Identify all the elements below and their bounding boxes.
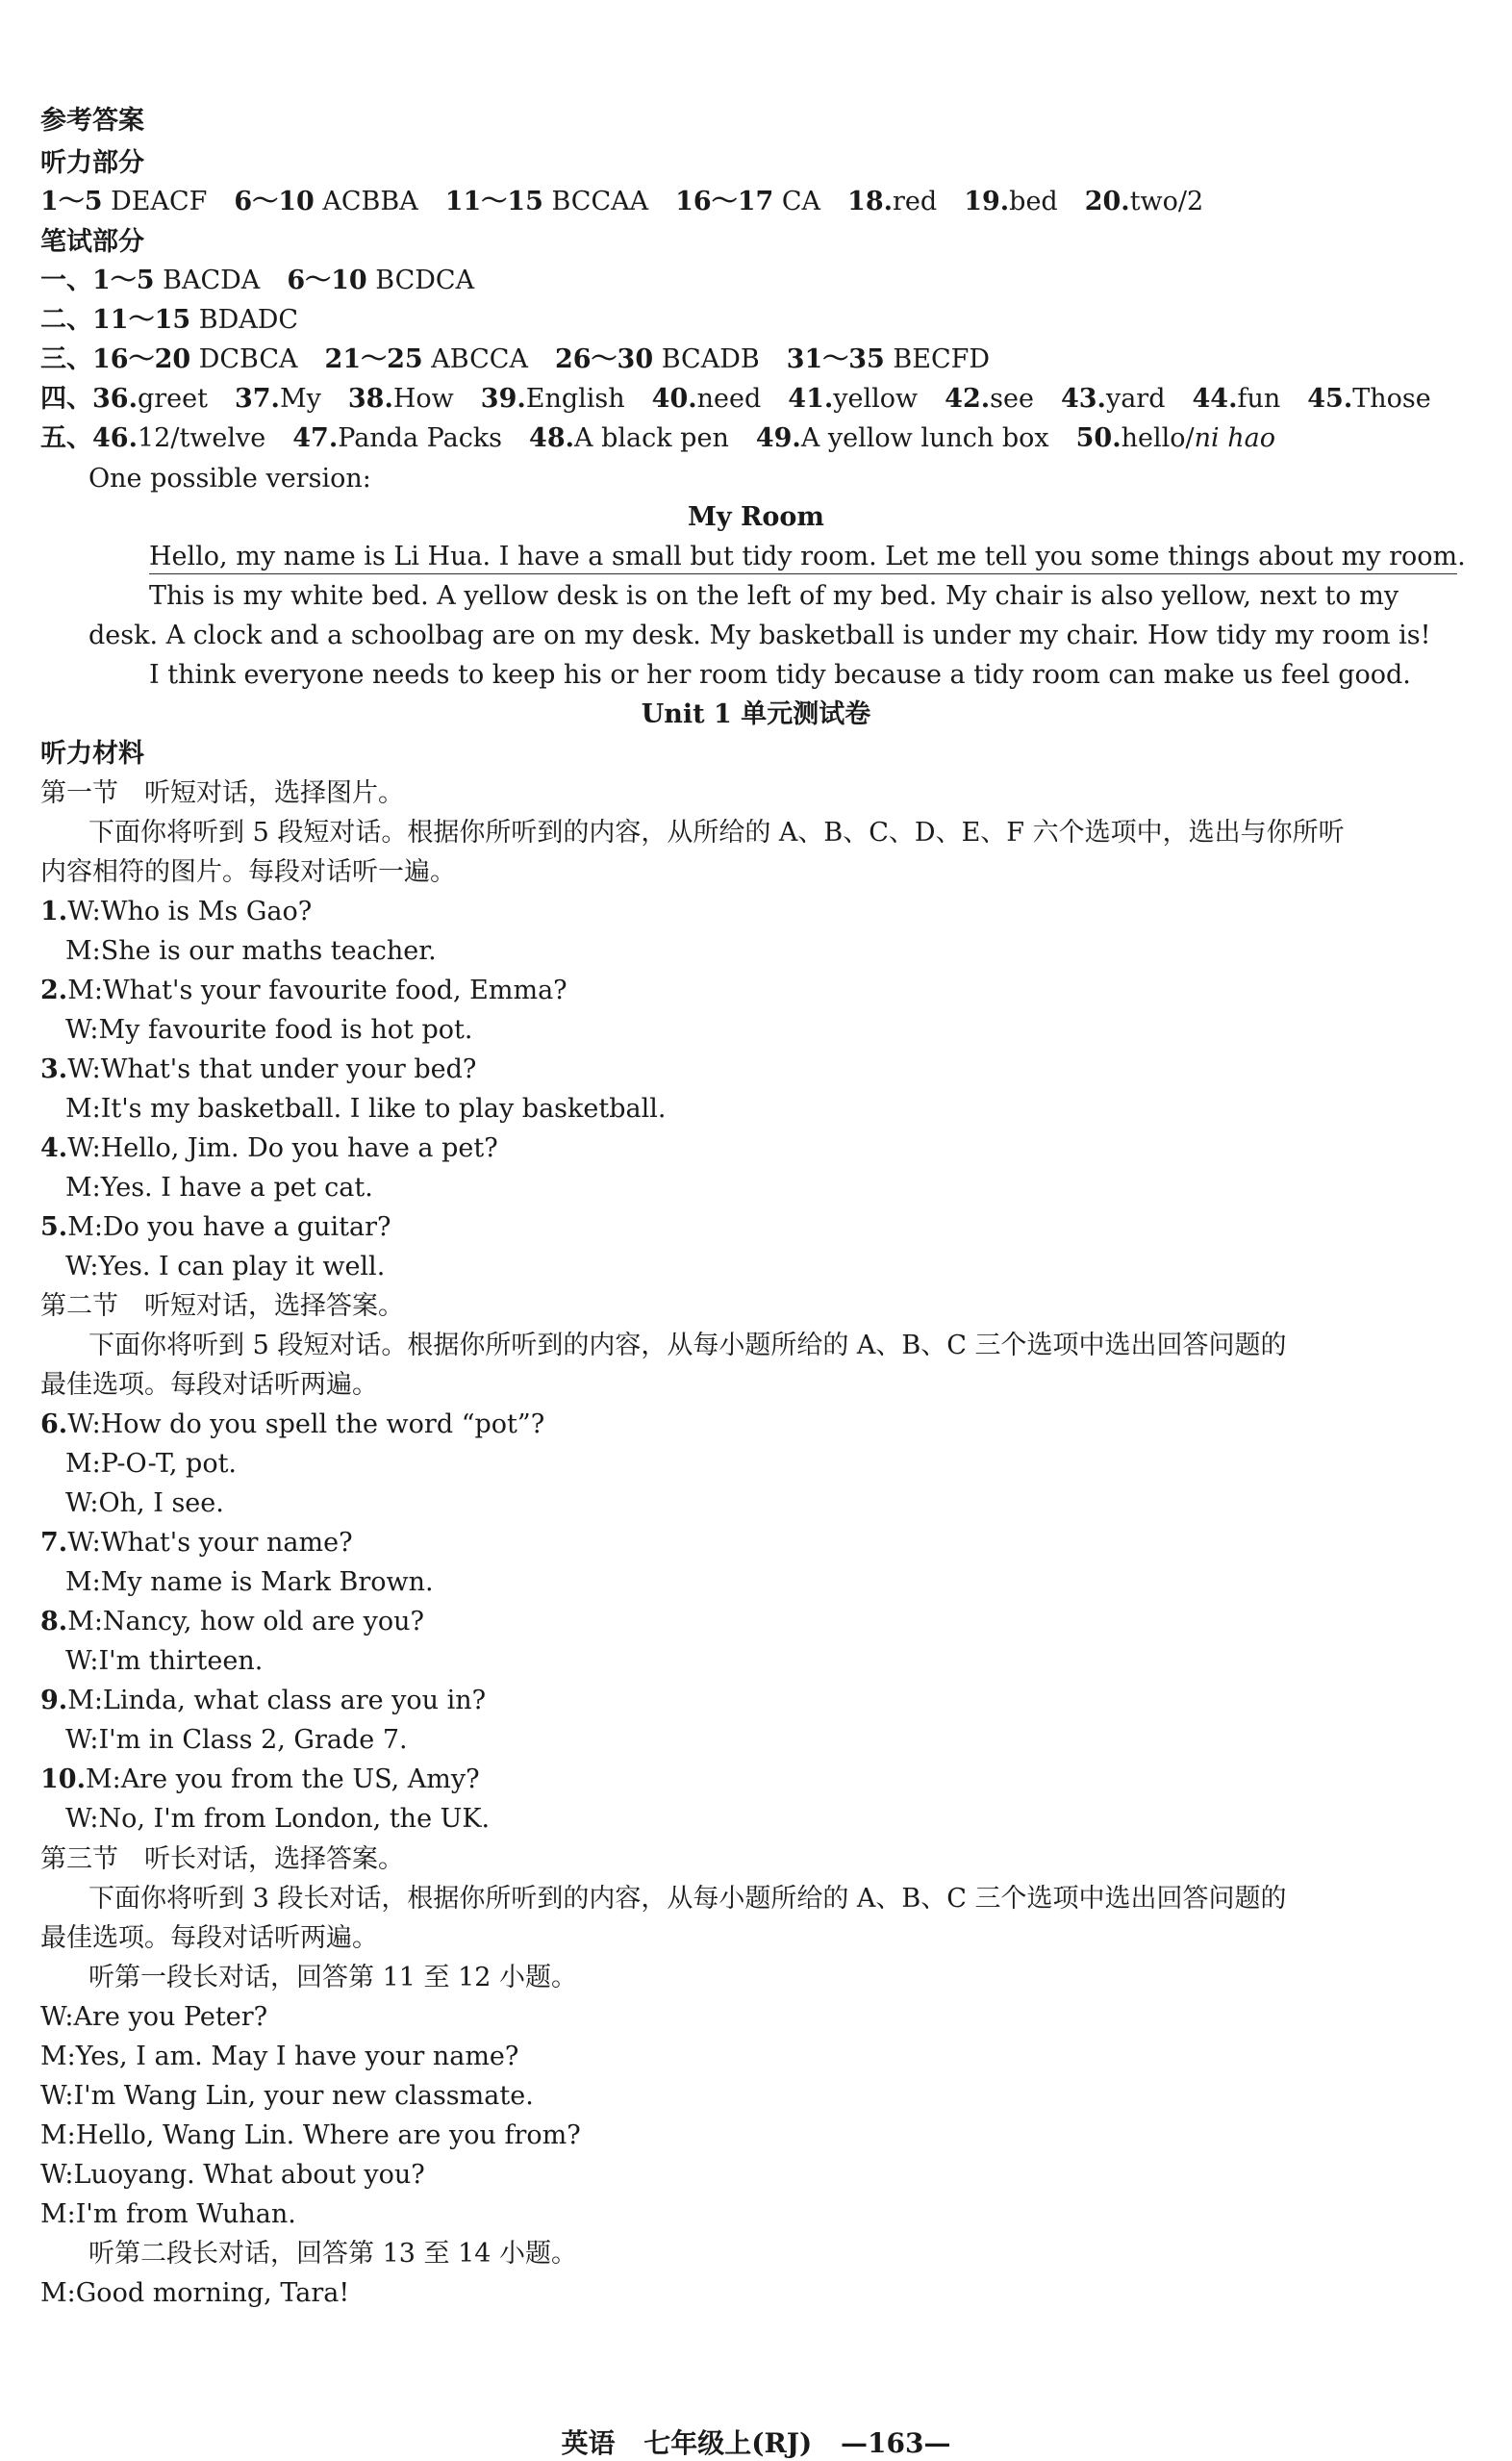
dialogue-text: M:What's your favourite food, Emma?: [67, 976, 567, 1005]
answer-text: CA: [773, 187, 821, 216]
answer-number: 42.: [945, 384, 991, 414]
dialogue-line: W:Luoyang. What about you?: [40, 2160, 425, 2190]
answer-item: [788, 386, 918, 412]
dialogue-line: [65, 1569, 434, 1595]
footer-grade: 七年级上(RJ): [643, 2427, 813, 2459]
section-1-instruction-cont: 内容相符的图片。每段对话听一遍。: [40, 857, 456, 887]
question-number: 9.: [40, 1686, 68, 1715]
dialogue-line: [65, 1175, 373, 1201]
answer-number: 45.: [1307, 384, 1353, 414]
answer-number: 41.: [788, 384, 834, 414]
dialogue-text: W:Yes. I can play it well.: [65, 1252, 386, 1281]
version-label: One possible version:: [88, 464, 371, 494]
section-3-instruction: 下面你将听到 3 段长对话，根据你所听到的内容，从每小题所给的 A、B、C 三个选项中选出回答问题的: [88, 1884, 1287, 1914]
answer-number: 四、36.: [40, 384, 138, 414]
answer-text: fun: [1237, 384, 1281, 414]
dialogue-text: W:What's that under your bed?: [67, 1054, 477, 1084]
question-number: 6.: [40, 1409, 68, 1439]
answer-number: 18.: [847, 187, 894, 216]
dialogue-line: W:I'm Wang Lin, your new classmate.: [40, 2081, 534, 2111]
dialogue-text: M:Yes. I have a pet cat.: [65, 1173, 373, 1203]
answer-number: 43.: [1060, 384, 1106, 414]
question-number: 8.: [40, 1607, 68, 1636]
dialogue-text: M:P-O-T, pot.: [65, 1449, 238, 1479]
answer-italic-text: ni hao: [1194, 423, 1275, 453]
answer-item: [529, 425, 729, 451]
dialogue-line: [65, 1648, 263, 1674]
dialogue-text: M:She is our maths teacher.: [65, 936, 437, 966]
dialogue-line: [40, 899, 312, 925]
answer-number: 6～10: [234, 187, 315, 216]
dialogue-line: [65, 1096, 666, 1122]
answer-number: 38.: [347, 384, 393, 414]
dialogue-line: [40, 1214, 391, 1240]
written-part-3: [40, 346, 1017, 372]
answer-item: [40, 307, 298, 333]
dialogue-line: M:Yes, I am. May I have your name?: [40, 2042, 519, 2071]
answer-text: BCCAA: [542, 187, 649, 216]
answer-number: 31～35: [786, 344, 885, 374]
answer-item: [40, 346, 298, 372]
dialogue-line: W:Are you Peter?: [40, 2002, 268, 2032]
dialogue-text: W:I'm thirteen.: [65, 1646, 264, 1676]
answer-number: 21～25: [324, 344, 423, 374]
answer-text: ACBBA: [314, 187, 418, 216]
answer-text: BDADC: [190, 305, 299, 335]
answer-text: hello/: [1121, 423, 1195, 453]
dialogue-line: [65, 1490, 224, 1516]
answer-text: greet: [137, 384, 208, 414]
dialogue-line: [65, 1254, 385, 1280]
dialogue-line: [40, 1056, 476, 1082]
answer-number: 20.: [1084, 187, 1130, 216]
listening-heading: 听力部分: [40, 148, 144, 178]
written-part-5: [40, 425, 1302, 451]
answer-text: yard: [1105, 384, 1166, 414]
dialogue-line: [65, 1017, 472, 1043]
answer-number: 三、16～20: [40, 344, 191, 374]
answer-item: [40, 386, 208, 412]
section-3-sub-1: 听第一段长对话，回答第 11 至 12 小题。: [88, 1963, 578, 1992]
written-part-2: [40, 307, 325, 333]
answer-item: [1061, 386, 1166, 412]
answer-item: [348, 386, 454, 412]
answer-item: [1307, 386, 1430, 412]
section-1-instruction: 下面你将听到 5 段短对话。根据你所听到的内容，从所给的 A、B、C、D、E、F 六个选项中，选出与你所听: [88, 818, 1345, 848]
dialogue-line: [40, 1766, 480, 1792]
essay-paragraph-2a: This is my white bed. A yellow desk is on the left of my bed. My chair is also yellow, next to my: [149, 581, 1399, 611]
section-3-instruction-cont: 最佳选项。每段对话听两遍。: [40, 1923, 378, 1953]
answer-text: A yellow lunch box: [800, 423, 1049, 453]
answer-text: BACDA: [154, 266, 261, 295]
answer-item: [1085, 189, 1203, 215]
answer-text: two/2: [1129, 187, 1204, 216]
answer-item: [847, 189, 937, 215]
answer-number: 48.: [529, 423, 575, 453]
answer-text: see: [990, 384, 1034, 414]
dialogue-line: M:I'm from Wuhan.: [40, 2199, 296, 2229]
dialogue-text: W:Oh, I see.: [65, 1488, 224, 1518]
answer-item: [964, 189, 1058, 215]
dialogue-text: M:Do you have a guitar?: [67, 1212, 391, 1242]
dialogue-text: W:How do you spell the word “pot”?: [67, 1409, 545, 1439]
question-number: 7.: [40, 1528, 68, 1558]
dialogue-line: [40, 1609, 424, 1635]
answer-number: 一、1～5: [40, 266, 155, 295]
material-heading: 听力材料: [40, 739, 144, 769]
answer-number: 44.: [1192, 384, 1238, 414]
dialogue-text: W:My favourite food is hot pot.: [65, 1015, 473, 1045]
dialogue-text: W:No, I'm from London, the UK.: [65, 1804, 491, 1834]
footer-subject: 英语: [561, 2427, 616, 2459]
unit-title: Unit 1 单元测试卷: [641, 699, 871, 729]
dialogue-text: W:Who is Ms Gao?: [67, 897, 313, 926]
answer-number: 11～15: [444, 187, 543, 216]
answer-item: [675, 189, 820, 215]
answer-item: [1193, 386, 1281, 412]
answer-text: bed: [1009, 187, 1058, 216]
answer-item: [40, 425, 265, 451]
dialogue-text: M:Nancy, how old are you?: [67, 1607, 425, 1636]
answer-number: 19.: [964, 187, 1010, 216]
written-part-4: [40, 386, 1458, 412]
page-footer: [0, 2423, 1512, 2461]
answer-text: DCBCA: [190, 344, 298, 374]
section-2-instruction: 下面你将听到 5 段短对话。根据你所听到的内容，从每小题所给的 A、B、C 三个选项中选出回答问题的: [88, 1331, 1287, 1360]
answer-item: [652, 386, 762, 412]
answer-text: English: [525, 384, 625, 414]
answer-number: 47.: [292, 423, 339, 453]
essay-paragraph-2b: desk. A clock and a schoolbag are on my desk. My basketball is under my chair. How tidy my room is!: [88, 621, 1431, 650]
answer-text: A black pen: [574, 423, 729, 453]
essay-paragraph-1: Hello, my name is Li Hua. I have a small but tidy room. Let me tell you some things about my room.: [149, 542, 1466, 571]
dialogue-text: M:Linda, what class are you in?: [67, 1686, 487, 1715]
dialogue-text: M:Are you from the US, Amy?: [85, 1764, 480, 1794]
answer-number: 26～30: [554, 344, 654, 374]
answer-text: red: [893, 187, 938, 216]
written-heading: 笔试部分: [40, 227, 144, 257]
dialogue-text: M:My name is Mark Brown.: [65, 1567, 434, 1597]
listening-answers: [40, 189, 1230, 215]
answer-item: [1076, 425, 1275, 451]
question-number: 2.: [40, 976, 68, 1005]
essay-underline: [149, 573, 1457, 574]
answer-key-title: 参考答案: [40, 106, 144, 136]
dialogue-line: M:Good morning, Tara!: [40, 2278, 350, 2308]
essay-title: My Room: [687, 502, 824, 532]
dialogue-line: [40, 1135, 498, 1161]
dialogue-line: [40, 1687, 486, 1713]
question-number: 4.: [40, 1133, 68, 1163]
answer-text: ABCCA: [422, 344, 528, 374]
answer-text: BCDCA: [366, 266, 475, 295]
answer-number: 50.: [1075, 423, 1121, 453]
answer-text: How: [392, 384, 454, 414]
dialogue-line: [65, 938, 437, 964]
answer-number: 39.: [480, 384, 526, 414]
answer-item: [40, 189, 207, 215]
answer-item: [945, 386, 1034, 412]
answer-item: [787, 346, 990, 372]
section-2-title: 第二节 听短对话，选择答案。: [40, 1291, 404, 1321]
essay-paragraph-3: I think everyone needs to keep his or her room tidy because a tidy room can make us feel good.: [149, 660, 1411, 690]
answer-item: [287, 267, 474, 293]
dialogue-text: M:It's my basketball. I like to play basketball.: [65, 1094, 667, 1124]
answer-number: 40.: [651, 384, 697, 414]
question-number: 5.: [40, 1212, 68, 1242]
question-number: 1.: [40, 897, 68, 926]
dialogue-text: W:I'm in Class 2, Grade 7.: [65, 1725, 408, 1755]
dialogue-line: M:Hello, Wang Lin. Where are you from?: [40, 2120, 581, 2150]
answer-item: [481, 386, 625, 412]
answer-number: 1～5: [40, 187, 103, 216]
section-1-title: 第一节 听短对话，选择图片。: [40, 778, 404, 808]
dialogue-line: [40, 1530, 353, 1556]
question-number: 3.: [40, 1054, 68, 1084]
footer-page-number: —163—: [841, 2427, 951, 2459]
answer-number: 37.: [234, 384, 280, 414]
answer-text: need: [696, 384, 762, 414]
answer-item: [40, 267, 260, 293]
answer-text: yellow: [833, 384, 919, 414]
answer-item: [756, 425, 1049, 451]
answer-number: 49.: [755, 423, 801, 453]
answer-number: 五、46.: [40, 423, 138, 453]
section-3-title: 第三节 听长对话，选择答案。: [40, 1844, 404, 1874]
answer-text: BCADB: [653, 344, 760, 374]
dialogue-text: W:What's your name?: [67, 1528, 353, 1558]
dialogue-line: [40, 1411, 544, 1437]
question-number: 10.: [40, 1764, 86, 1794]
answer-item: [445, 189, 648, 215]
answer-number: 6～10: [287, 266, 367, 295]
answer-number: 二、11～15: [40, 305, 191, 335]
answer-number: 16～17: [675, 187, 774, 216]
dialogue-line: [65, 1727, 408, 1753]
section-3-sub-2: 听第二段长对话，回答第 13 至 14 小题。: [88, 2239, 578, 2269]
answer-item: [555, 346, 760, 372]
answer-text: Panda Packs: [338, 423, 503, 453]
dialogue-line: [65, 1806, 490, 1832]
written-part-1: [40, 267, 501, 293]
dialogue-line: [65, 1451, 237, 1477]
answer-text: DEACF: [102, 187, 208, 216]
answer-item: [235, 386, 321, 412]
answer-item: [234, 189, 417, 215]
answer-text: BECFD: [884, 344, 991, 374]
answer-text: My: [279, 384, 321, 414]
section-2-instruction-cont: 最佳选项。每段对话听两遍。: [40, 1370, 378, 1400]
answer-text: Those: [1352, 384, 1431, 414]
answer-item: [325, 346, 528, 372]
answer-text: 12/twelve: [137, 423, 266, 453]
dialogue-line: [40, 977, 567, 1003]
dialogue-text: W:Hello, Jim. Do you have a pet?: [67, 1133, 498, 1163]
answer-item: [292, 425, 502, 451]
